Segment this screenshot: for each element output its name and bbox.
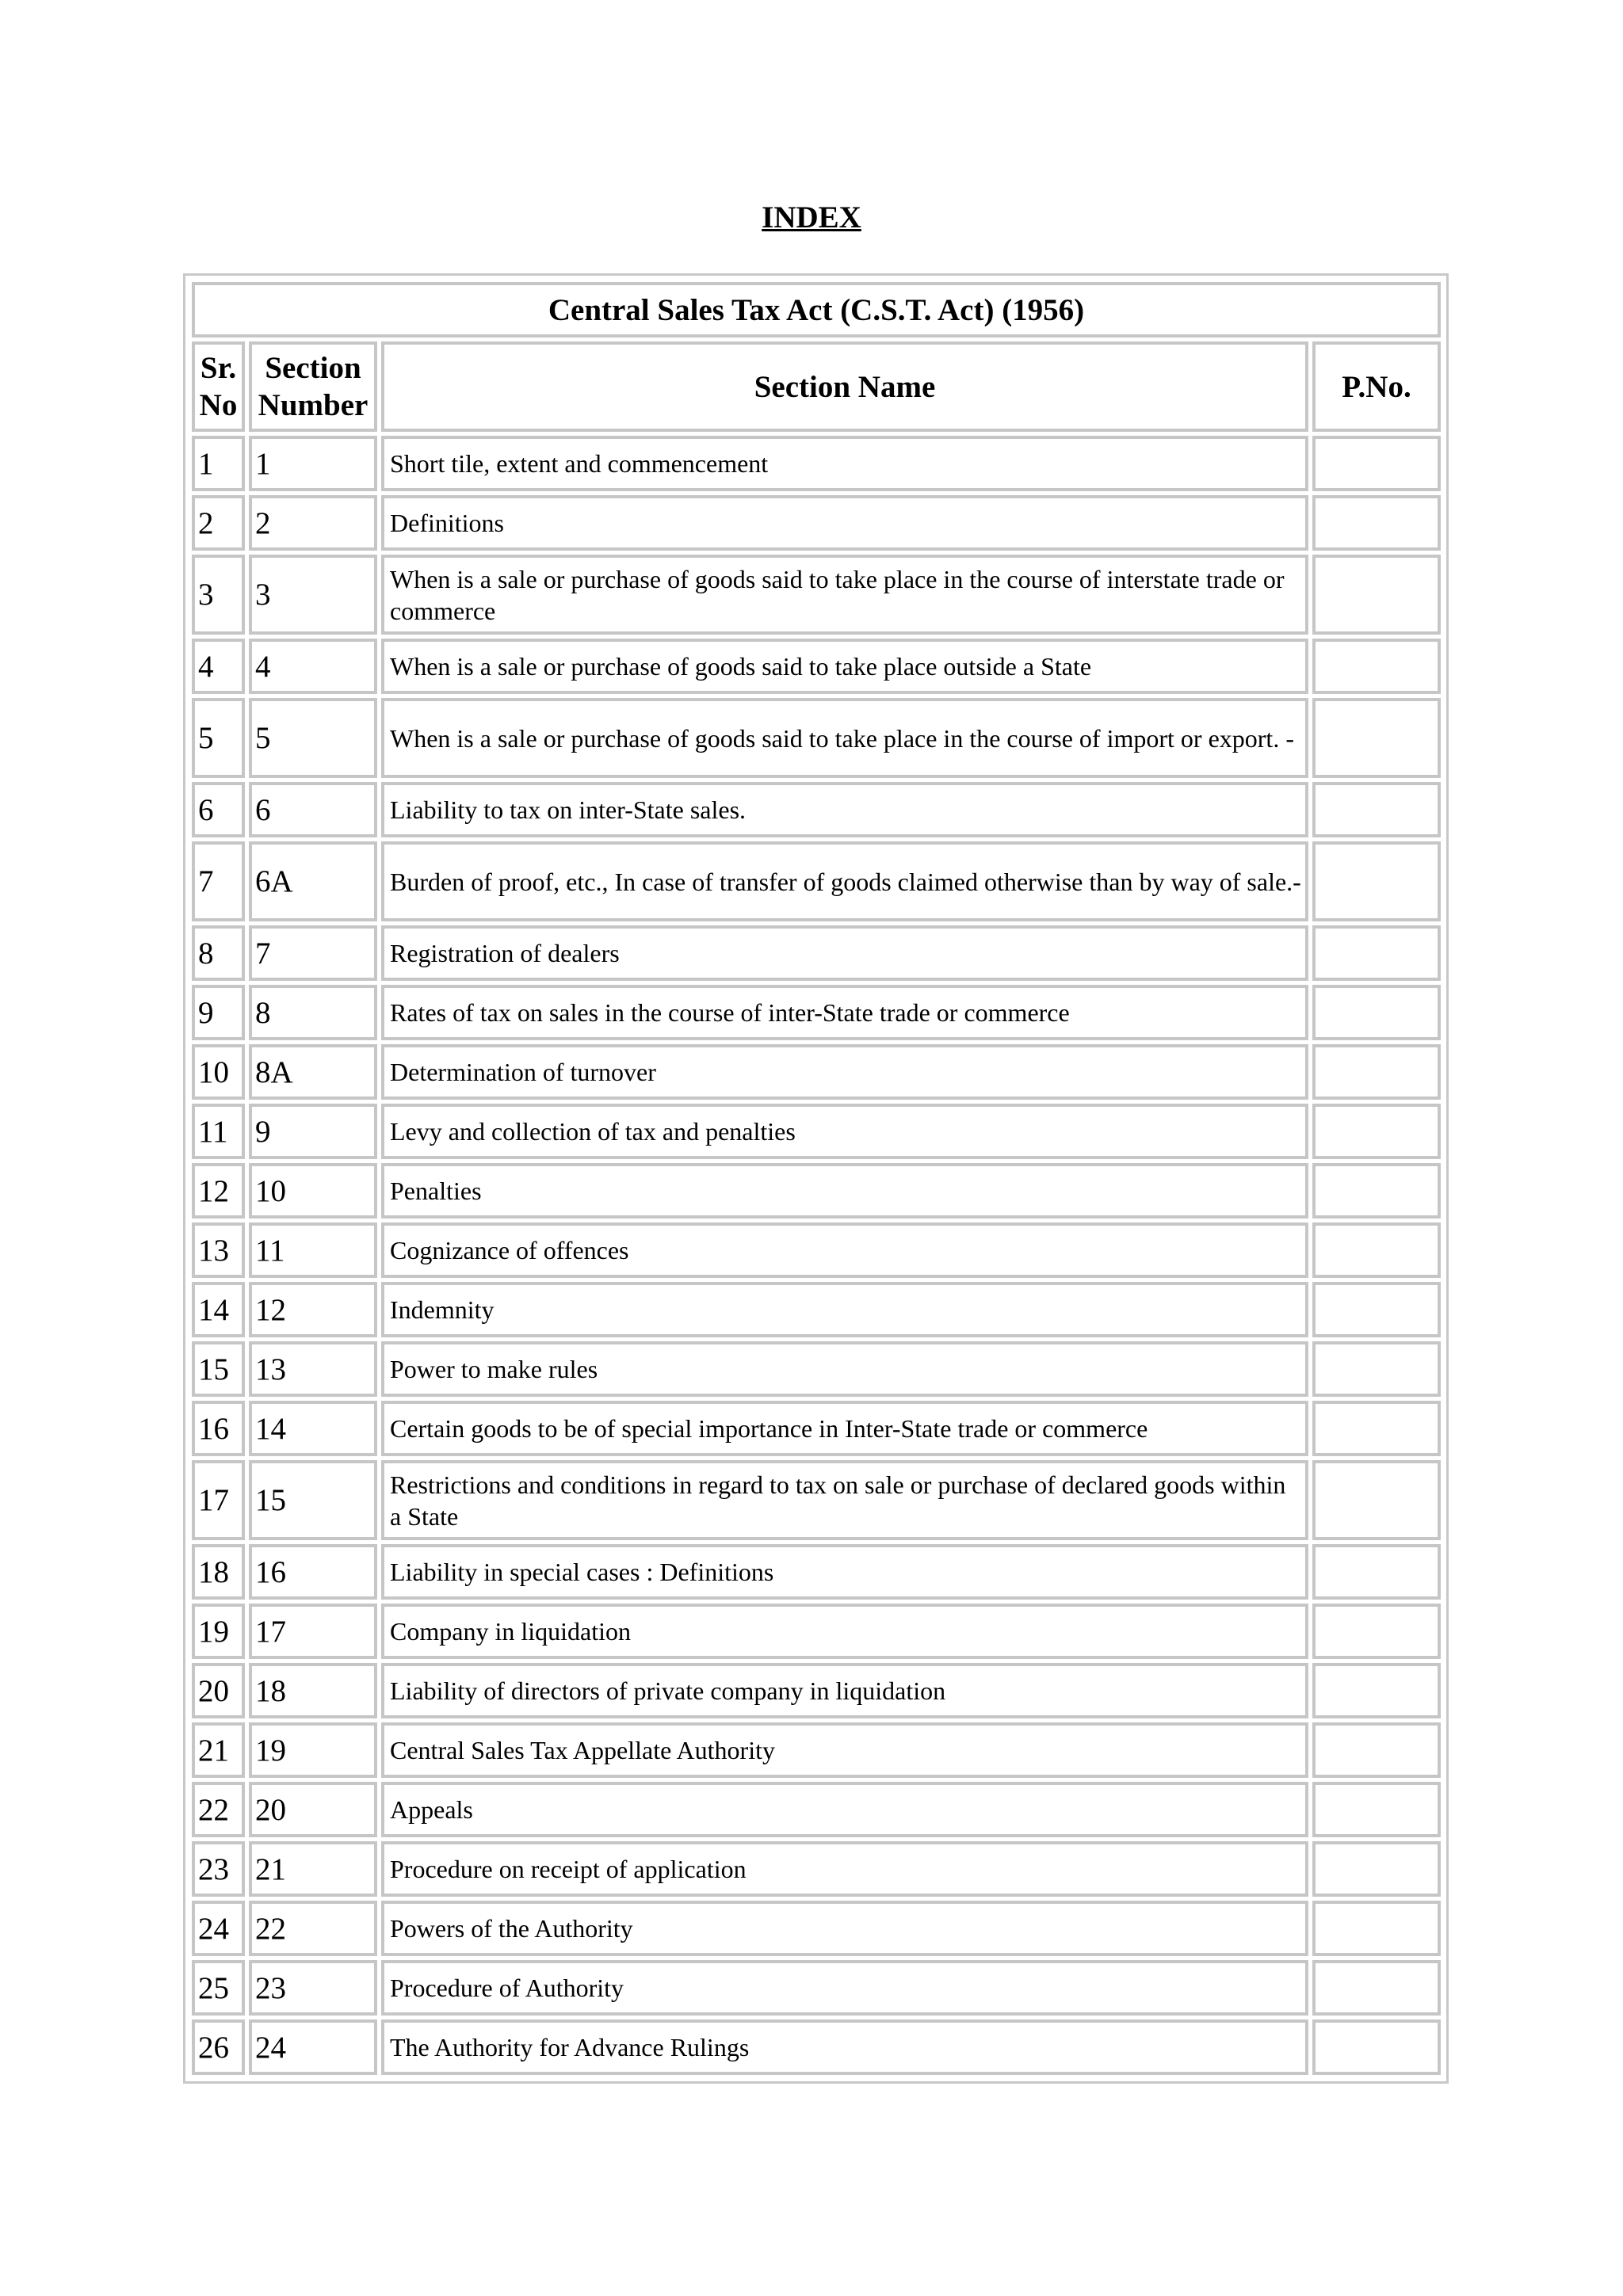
section-number-cell: 7 (249, 925, 377, 981)
section-name-cell: Indemnity (381, 1282, 1308, 1337)
sr-no-cell: 26 (192, 2019, 245, 2075)
sr-no-cell: 3 (192, 555, 245, 635)
table-row (192, 1722, 1441, 1778)
section-name-cell: When is a sale or purchase of goods said to take place in the course of import or export. - (381, 698, 1308, 778)
sr-no-cell: 23 (192, 1841, 245, 1897)
section-number-cell: 4 (249, 639, 377, 694)
section-name-cell: Power to make rules (381, 1341, 1308, 1397)
section-number-cell: 24 (249, 2019, 377, 2075)
section-name-cell: Liability to tax on inter-State sales. (381, 782, 1308, 837)
page-no-cell (1312, 1901, 1441, 1956)
table-row (192, 1460, 1441, 1540)
page-no-cell (1312, 1044, 1441, 1100)
page-no-cell (1312, 1722, 1441, 1778)
table-row (192, 1044, 1441, 1100)
section-name-cell: Registration of dealers (381, 925, 1308, 981)
sr-no-cell: 7 (192, 841, 245, 921)
section-name-cell: Penalties (381, 1163, 1308, 1219)
section-number-cell: 9 (249, 1104, 377, 1159)
table-row (192, 1104, 1441, 1159)
section-number-cell: 13 (249, 1341, 377, 1397)
table-row (192, 1901, 1441, 1956)
section-name-cell: Company in liquidation (381, 1604, 1308, 1659)
section-name-cell: Determination of turnover (381, 1044, 1308, 1100)
page-no-cell (1312, 985, 1441, 1040)
column-header-page-no: P.No. (1312, 341, 1441, 432)
table-row (192, 1341, 1441, 1397)
section-name-cell: Central Sales Tax Appellate Authority (381, 1722, 1308, 1778)
section-name-cell: Burden of proof, etc., In case of transfer of goods claimed otherwise than by way of sale.- (381, 841, 1308, 921)
sr-no-cell: 21 (192, 1722, 245, 1778)
section-name-cell: Definitions (381, 495, 1308, 551)
sr-no-cell: 11 (192, 1104, 245, 1159)
index-table (188, 278, 1445, 2079)
page-no-cell (1312, 1663, 1441, 1718)
page-no-cell (1312, 1163, 1441, 1219)
section-name-cell: Cognizance of offences (381, 1222, 1308, 1278)
page-no-cell (1312, 1782, 1441, 1837)
section-name-cell: When is a sale or purchase of goods said to take place in the course of interstate trade or commerce (381, 555, 1308, 635)
sr-no-cell: 6 (192, 782, 245, 837)
table-row (192, 555, 1441, 635)
table-row (192, 985, 1441, 1040)
sr-no-cell: 4 (192, 639, 245, 694)
section-number-cell: 8A (249, 1044, 377, 1100)
section-name-cell: Certain goods to be of special importance in Inter-State trade or commerce (381, 1401, 1308, 1456)
sr-no-cell: 24 (192, 1901, 245, 1956)
page-no-cell (1312, 555, 1441, 635)
sr-no-cell: 20 (192, 1663, 245, 1718)
section-number-cell: 8 (249, 985, 377, 1040)
section-number-cell: 23 (249, 1960, 377, 2016)
table-header-row (192, 341, 1441, 432)
section-name-cell: Liability in special cases : Definitions (381, 1544, 1308, 1600)
table-row (192, 1604, 1441, 1659)
section-number-cell: 22 (249, 1901, 377, 1956)
sr-no-cell: 9 (192, 985, 245, 1040)
page-no-cell (1312, 1460, 1441, 1540)
page-no-cell (1312, 1282, 1441, 1337)
page-no-cell (1312, 1544, 1441, 1600)
page-no-cell (1312, 698, 1441, 778)
section-name-cell: Short tile, extent and commencement (381, 436, 1308, 491)
section-name-cell: Appeals (381, 1782, 1308, 1837)
table-row (192, 841, 1441, 921)
table-row (192, 782, 1441, 837)
section-name-cell: Rates of tax on sales in the course of inter-State trade or commerce (381, 985, 1308, 1040)
table-row (192, 698, 1441, 778)
page-no-cell (1312, 1960, 1441, 2016)
section-number-cell: 12 (249, 1282, 377, 1337)
page-no-cell (1312, 2019, 1441, 2075)
page-no-cell (1312, 1401, 1441, 1456)
table-row (192, 495, 1441, 551)
section-name-cell: Levy and collection of tax and penalties (381, 1104, 1308, 1159)
sr-no-cell: 2 (192, 495, 245, 551)
table-row (192, 1782, 1441, 1837)
sr-no-cell: 22 (192, 1782, 245, 1837)
sr-no-cell: 10 (192, 1044, 245, 1100)
page-no-cell (1312, 841, 1441, 921)
sr-no-cell: 12 (192, 1163, 245, 1219)
table-row (192, 1841, 1441, 1897)
page-no-cell (1312, 782, 1441, 837)
page-no-cell (1312, 1604, 1441, 1659)
section-number-cell: 1 (249, 436, 377, 491)
sr-no-cell: 14 (192, 1282, 245, 1337)
column-header-section-name: Section Name (381, 341, 1308, 432)
page-no-cell (1312, 1104, 1441, 1159)
sr-no-cell: 15 (192, 1341, 245, 1397)
page-no-cell (1312, 1841, 1441, 1897)
section-name-cell: The Authority for Advance Rulings (381, 2019, 1308, 2075)
sr-no-cell: 25 (192, 1960, 245, 2016)
section-name-cell: Procedure on receipt of application (381, 1841, 1308, 1897)
section-number-cell: 14 (249, 1401, 377, 1456)
sr-no-cell: 5 (192, 698, 245, 778)
section-number-cell: 21 (249, 1841, 377, 1897)
sr-no-cell: 13 (192, 1222, 245, 1278)
table-row (192, 1282, 1441, 1337)
table-row (192, 1401, 1441, 1456)
section-number-cell: 17 (249, 1604, 377, 1659)
section-number-cell: 6A (249, 841, 377, 921)
column-header-sr-no: Sr. No (192, 341, 245, 432)
sr-no-cell: 1 (192, 436, 245, 491)
table-caption-row (192, 282, 1441, 338)
sr-no-cell: 17 (192, 1460, 245, 1540)
table-row (192, 1163, 1441, 1219)
section-number-cell: 19 (249, 1722, 377, 1778)
table-row (192, 2019, 1441, 2075)
section-number-cell: 10 (249, 1163, 377, 1219)
column-header-section-number: Section Number (249, 341, 377, 432)
table-row (192, 436, 1441, 491)
table-row (192, 1544, 1441, 1600)
section-number-cell: 6 (249, 782, 377, 837)
page-no-cell (1312, 436, 1441, 491)
page-no-cell (1312, 495, 1441, 551)
section-name-cell: Liability of directors of private company in liquidation (381, 1663, 1308, 1718)
table-row (192, 1222, 1441, 1278)
section-number-cell: 2 (249, 495, 377, 551)
table-row (192, 925, 1441, 981)
section-number-cell: 20 (249, 1782, 377, 1837)
section-number-cell: 5 (249, 698, 377, 778)
section-name-cell: Powers of the Authority (381, 1901, 1308, 1956)
sr-no-cell: 18 (192, 1544, 245, 1600)
page-title: INDEX (762, 200, 861, 235)
section-name-cell: Restrictions and conditions in regard to tax on sale or purchase of declared goods within a State (381, 1460, 1308, 1540)
sr-no-cell: 16 (192, 1401, 245, 1456)
section-name-cell: Procedure of Authority (381, 1960, 1308, 2016)
page-no-cell (1312, 925, 1441, 981)
section-name-cell: When is a sale or purchase of goods said to take place outside a State (381, 639, 1308, 694)
page-no-cell (1312, 1341, 1441, 1397)
section-number-cell: 15 (249, 1460, 377, 1540)
table-row (192, 1663, 1441, 1718)
section-number-cell: 16 (249, 1544, 377, 1600)
page-no-cell (1312, 1222, 1441, 1278)
sr-no-cell: 8 (192, 925, 245, 981)
table-title: Central Sales Tax Act (C.S.T. Act) (1956) (192, 282, 1441, 338)
section-number-cell: 18 (249, 1663, 377, 1718)
section-number-cell: 11 (249, 1222, 377, 1278)
index-table-frame (183, 273, 1449, 2084)
table-row (192, 639, 1441, 694)
section-number-cell: 3 (249, 555, 377, 635)
sr-no-cell: 19 (192, 1604, 245, 1659)
page-no-cell (1312, 639, 1441, 694)
table-row (192, 1960, 1441, 2016)
